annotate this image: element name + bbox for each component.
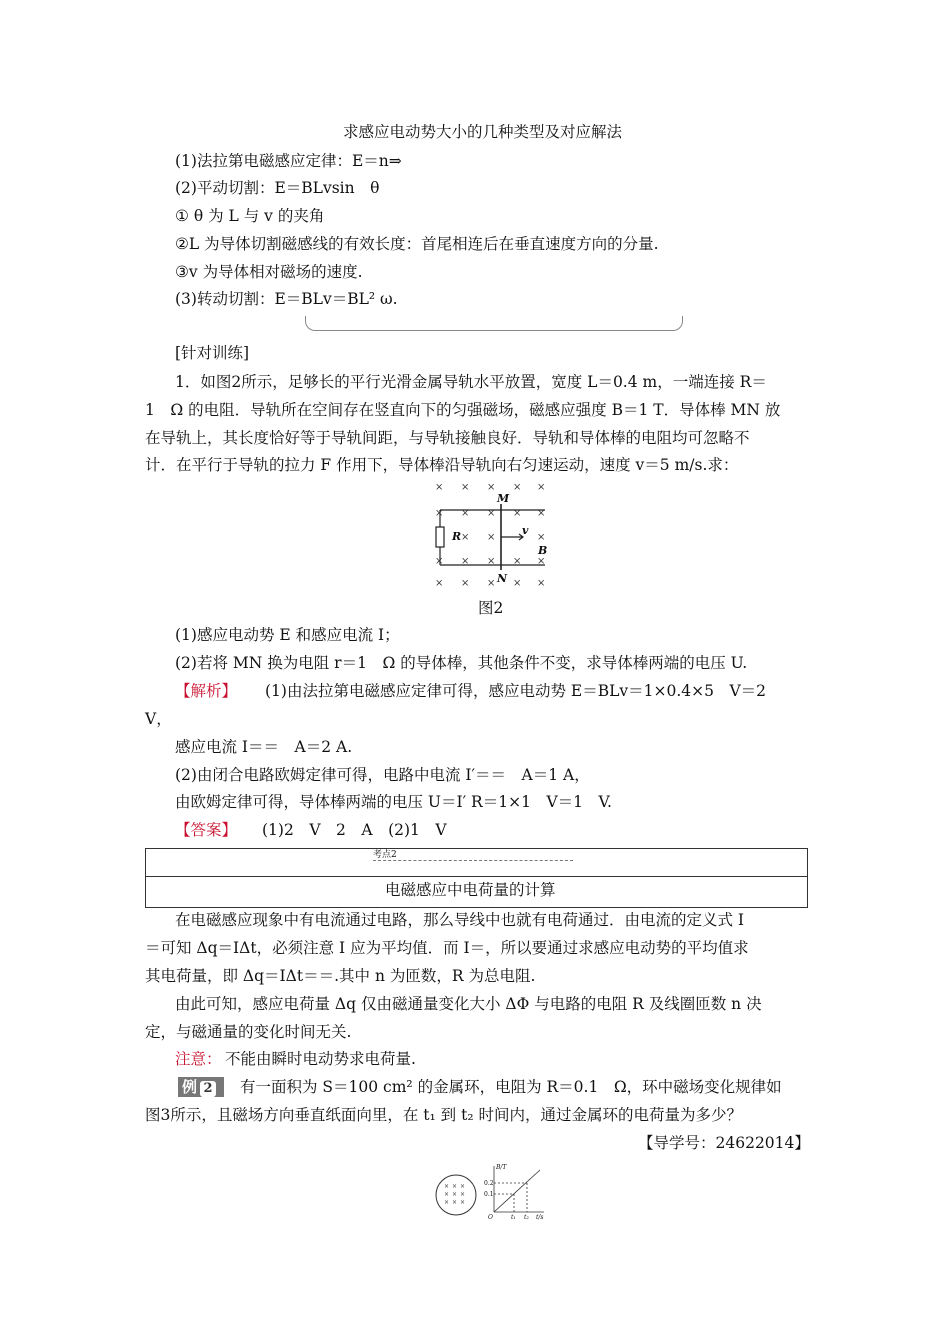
cross: × <box>461 482 470 493</box>
summary-item: ②L 为导体切割磁感线的有效长度：首尾相连后在垂直速度方向的分量. <box>175 235 659 253</box>
problem-line: 1 Ω 的电阻．导轨所在空间存在竖直向下的匀强磁场，磁感应强度 B＝1 T．导体棒 MN 放 <box>145 401 781 419</box>
label-r: R <box>452 530 462 543</box>
cross: × <box>487 556 496 567</box>
section-para: ＝可知 Δq＝IΔt，必须注意 I 应为平均值．而 I＝，所以要通过求感应电动势的平均值求 <box>145 939 749 957</box>
cross: × <box>487 578 496 589</box>
cross: × <box>435 508 444 519</box>
summary-bracket <box>305 316 683 331</box>
label-m: M <box>497 492 510 505</box>
cross: × <box>487 508 496 519</box>
cross: × <box>513 508 522 519</box>
label-n: N <box>497 572 508 585</box>
cross: × <box>537 532 546 543</box>
cross: × <box>487 482 496 493</box>
analysis-line: 由欧姆定律可得，导体棒两端的电压 U＝I′ R＝1×1 V＝1 V. <box>175 793 612 811</box>
example-ref: 【导学号：24622014】 <box>638 1134 810 1152</box>
y-tick: 0.2 <box>484 1180 494 1187</box>
badge-num: 2 <box>200 1081 216 1097</box>
y-tick: 0.1 <box>484 1191 494 1198</box>
b-line <box>494 1170 540 1212</box>
cross: × <box>461 556 470 567</box>
section-tag: 考点2 <box>373 850 573 861</box>
section-para: 其电荷量，即 Δq＝IΔt＝＝.其中 n 为匝数，R 为总电阻. <box>145 967 536 985</box>
analysis-line: 感应电流 I＝＝ A＝2 A. <box>175 738 353 756</box>
cross: × <box>537 556 546 567</box>
cross: × <box>444 1183 450 1190</box>
example-badge <box>178 1077 224 1097</box>
resistor <box>436 527 444 547</box>
question: (1)感应电动势 E 和感应电流 I； <box>175 626 400 644</box>
circuit-figure <box>425 480 555 592</box>
cross: × <box>444 1191 450 1198</box>
summary-item: (3)转动切割：E＝BLv＝BL² ω. <box>175 290 398 308</box>
summary-item: ① θ 为 L 与 v 的夹角 <box>175 207 325 225</box>
cross: × <box>537 578 546 589</box>
x-axis-label: t/s <box>536 1214 544 1221</box>
cross: × <box>461 532 470 543</box>
cross: × <box>460 1199 466 1206</box>
cross: × <box>435 556 444 567</box>
analysis-line: (2)由闭合电路欧姆定律可得，电路中电流 I′＝＝ A＝1 A， <box>175 766 590 784</box>
question: (2)若将 MN 换为电阻 r＝1 Ω 的导体棒，其他条件不变，求导体棒两端的电压 U. <box>175 654 748 672</box>
summary-item: (1)法拉第电磁感应定律：E＝n⇒ <box>175 152 402 170</box>
analysis-line: V， <box>145 710 172 728</box>
answer-text: (1)2 V 2 A (2)1 V <box>262 821 447 839</box>
problem-line: 计．在平行于导轨的拉力 F 作用下，导体棒沿导轨向右匀速运动，速度 v＝5 m/s.求： <box>145 456 739 474</box>
section-para: 在电磁感应现象中有电流通过电路，那么导线中也就有电荷通过．由电流的定义式 I <box>175 911 745 929</box>
section-title: 电磁感应中电荷量的计算 <box>385 881 556 899</box>
cross: × <box>452 1199 458 1206</box>
analysis-line: (1)由法拉第电磁感应定律可得，感应电动势 E＝BLv＝1×0.4×5 V＝2 <box>265 682 767 700</box>
problem-line: 1．如图2所示，足够长的平行光滑金属导轨水平放置，宽度 L＝0.4 m，一端连接 R＝ <box>175 373 767 391</box>
cross: × <box>452 1191 458 1198</box>
cross: × <box>513 556 522 567</box>
figure-caption: 图2 <box>478 599 504 617</box>
cross: × <box>452 1183 458 1190</box>
section-para: 由此可知，感应电荷量 Δq 仅由磁通量变化大小 ΔΦ 与电路的电阻 R 及线圈匝数 n 决 <box>175 995 762 1013</box>
answer-label: 【答案】 <box>175 821 238 839</box>
analysis-label: 【解析】 <box>175 682 238 700</box>
training-heading: [针对训练] <box>175 344 250 362</box>
origin-label: O <box>488 1214 493 1221</box>
cross: × <box>461 578 470 589</box>
cross: × <box>461 508 470 519</box>
cross: × <box>460 1191 466 1198</box>
label-b: B <box>538 544 548 557</box>
section-para: 定，与磁通量的变化时间无关. <box>145 1023 352 1041</box>
ring-crosses <box>444 1183 465 1206</box>
note-text: 不能由瞬时电动势求电荷量. <box>225 1050 416 1068</box>
label-v: v <box>522 524 529 537</box>
example-line: 有一面积为 S＝100 cm² 的金属环，电阻为 R＝0.1 Ω，环中磁场变化规律如 <box>240 1078 782 1096</box>
x-tick: t₂ <box>524 1214 529 1221</box>
note-label: 注意： <box>175 1050 222 1068</box>
cross: × <box>513 482 522 493</box>
summary-item: (2)平动切割：E＝BLvsin θ <box>175 179 380 197</box>
example-line: 图3所示，且磁场方向垂直纸面向里，在 t₁ 到 t₂ 时间内，通过金属环的电荷量为多少？ <box>145 1106 742 1124</box>
summary-item: ③v 为导体相对磁场的速度. <box>175 263 363 281</box>
y-axis-label: B/T <box>496 1164 507 1171</box>
cross: × <box>460 1183 466 1190</box>
summary-title: 求感应电动势大小的几种类型及对应解法 <box>343 123 623 141</box>
cross: × <box>537 482 546 493</box>
cross: × <box>435 482 444 493</box>
cross: × <box>435 578 444 589</box>
cross: × <box>513 578 522 589</box>
cross: × <box>487 532 496 543</box>
cross: × <box>537 508 546 519</box>
cross: × <box>444 1199 450 1206</box>
x-tick: t₁ <box>511 1214 516 1221</box>
ring-figure <box>432 1162 552 1222</box>
badge-label: 例 <box>182 1078 198 1096</box>
problem-line: 在导轨上，其长度恰好等于导轨间距，与导轨接触良好．导轨和导体棒的电阻均可忽略不 <box>145 429 750 447</box>
